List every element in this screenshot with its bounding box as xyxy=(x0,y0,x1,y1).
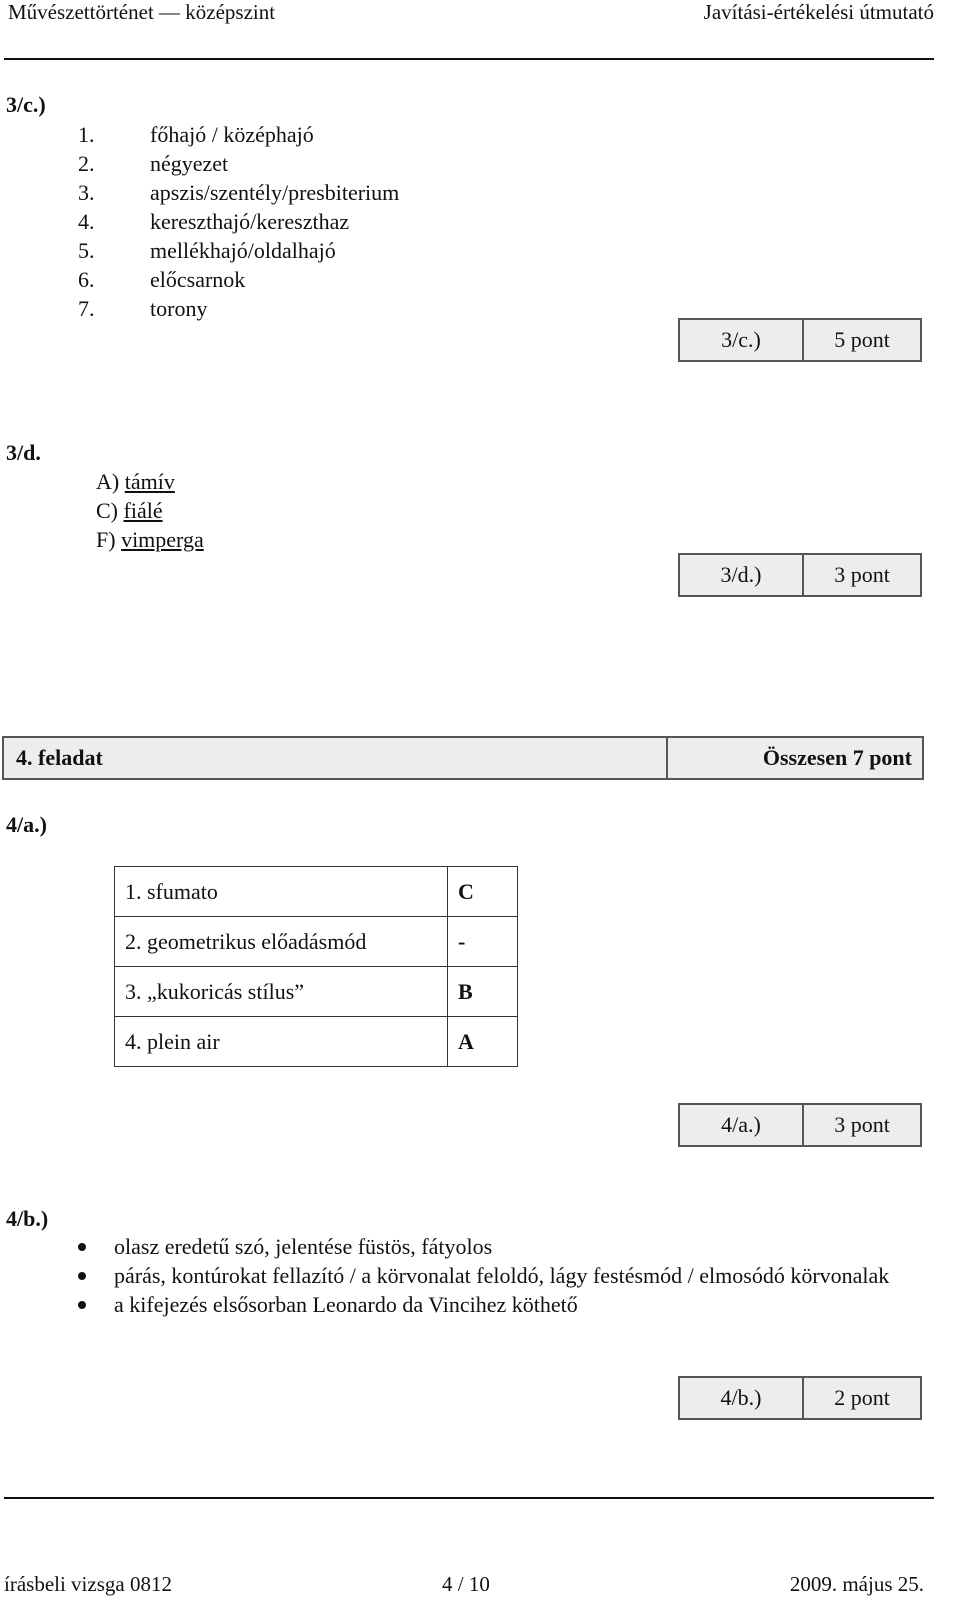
footer-exam-code: írásbeli vizsga 0812 xyxy=(4,1572,172,1596)
term-cell: 2. geometrikus előadásmód xyxy=(115,917,448,967)
score-points: 3 pont xyxy=(834,1112,890,1137)
term-cell: 1. sfumato xyxy=(115,867,448,917)
score-box-3c xyxy=(678,318,922,362)
score-points: 2 pont xyxy=(834,1385,890,1410)
list-item: A) támív xyxy=(96,469,175,494)
table-row xyxy=(115,917,518,967)
footer-divider xyxy=(4,1497,934,1499)
score-label: 3/c.) xyxy=(680,320,804,360)
header-doc-type: Javítási-értékelési útmutató xyxy=(703,0,934,24)
table-row xyxy=(115,967,518,1017)
bullet-list-4b xyxy=(78,1232,934,1319)
list-item: 3. apszis/szentély/presbiterium xyxy=(78,180,400,205)
answer-list-3c xyxy=(78,120,578,323)
term-cell: 3. „kukoricás stílus” xyxy=(115,967,448,1017)
footer-page-number: 4 / 10 xyxy=(442,1572,490,1596)
list-item: C) fiálé xyxy=(96,498,163,523)
answer-cell: C xyxy=(448,867,518,917)
section-label-3c: 3/c.) xyxy=(6,92,46,117)
list-item: 7. torony xyxy=(78,296,208,321)
task-total-points: Összesen 7 pont xyxy=(762,745,912,770)
task-header-4 xyxy=(2,736,924,780)
list-item: 2. négyezet xyxy=(78,151,229,176)
answer-cell: B xyxy=(448,967,518,1017)
list-item: 5. mellékhajó/oldalhajó xyxy=(78,238,336,263)
list-item: a kifejezés elsősorban Leonardo da Vincihez köthető xyxy=(78,1290,934,1319)
page-footer xyxy=(0,1572,960,1602)
answer-cell: A xyxy=(448,1017,518,1067)
answer-list-3d xyxy=(96,467,204,554)
score-box-4b xyxy=(678,1376,922,1420)
score-box-3d xyxy=(678,553,922,597)
bullet-icon xyxy=(78,1243,86,1251)
score-label: 4/b.) xyxy=(680,1378,804,1418)
list-item: 6. előcsarnok xyxy=(78,267,246,292)
list-item: olasz eredetű szó, jelentése füstös, fátyolos xyxy=(78,1232,934,1261)
list-item: 4. kereszthajó/kereszthaz xyxy=(78,209,350,234)
list-item: párás, kontúrokat fellazító / a körvonalat feloldó, lágy festésmód / elmosódó körvonalak xyxy=(78,1261,934,1290)
list-item: 1. főhajó / középhajó xyxy=(78,122,314,147)
list-item: F) vimperga xyxy=(96,527,204,552)
score-box-4a xyxy=(678,1103,922,1147)
footer-date: 2009. május 25. xyxy=(789,1572,924,1596)
section-label-4b: 4/b.) xyxy=(6,1206,49,1231)
term-cell: 4. plein air xyxy=(115,1017,448,1067)
score-label: 4/a.) xyxy=(680,1105,804,1145)
bullet-icon xyxy=(78,1301,86,1309)
score-label: 3/d.) xyxy=(680,555,804,595)
header-subject: Művészettörténet — középszint xyxy=(8,0,276,24)
table-row xyxy=(115,867,518,917)
page-header xyxy=(0,0,960,36)
matching-table-4a xyxy=(114,866,518,1067)
answer-cell: - xyxy=(448,917,518,967)
task-title: 4. feladat xyxy=(4,738,668,778)
score-points: 5 pont xyxy=(834,327,890,352)
bullet-icon xyxy=(78,1272,86,1280)
section-label-3d: 3/d. xyxy=(6,440,41,465)
section-label-4a: 4/a.) xyxy=(6,812,47,837)
score-points: 3 pont xyxy=(834,562,890,587)
header-divider xyxy=(4,58,934,60)
table-row xyxy=(115,1017,518,1067)
